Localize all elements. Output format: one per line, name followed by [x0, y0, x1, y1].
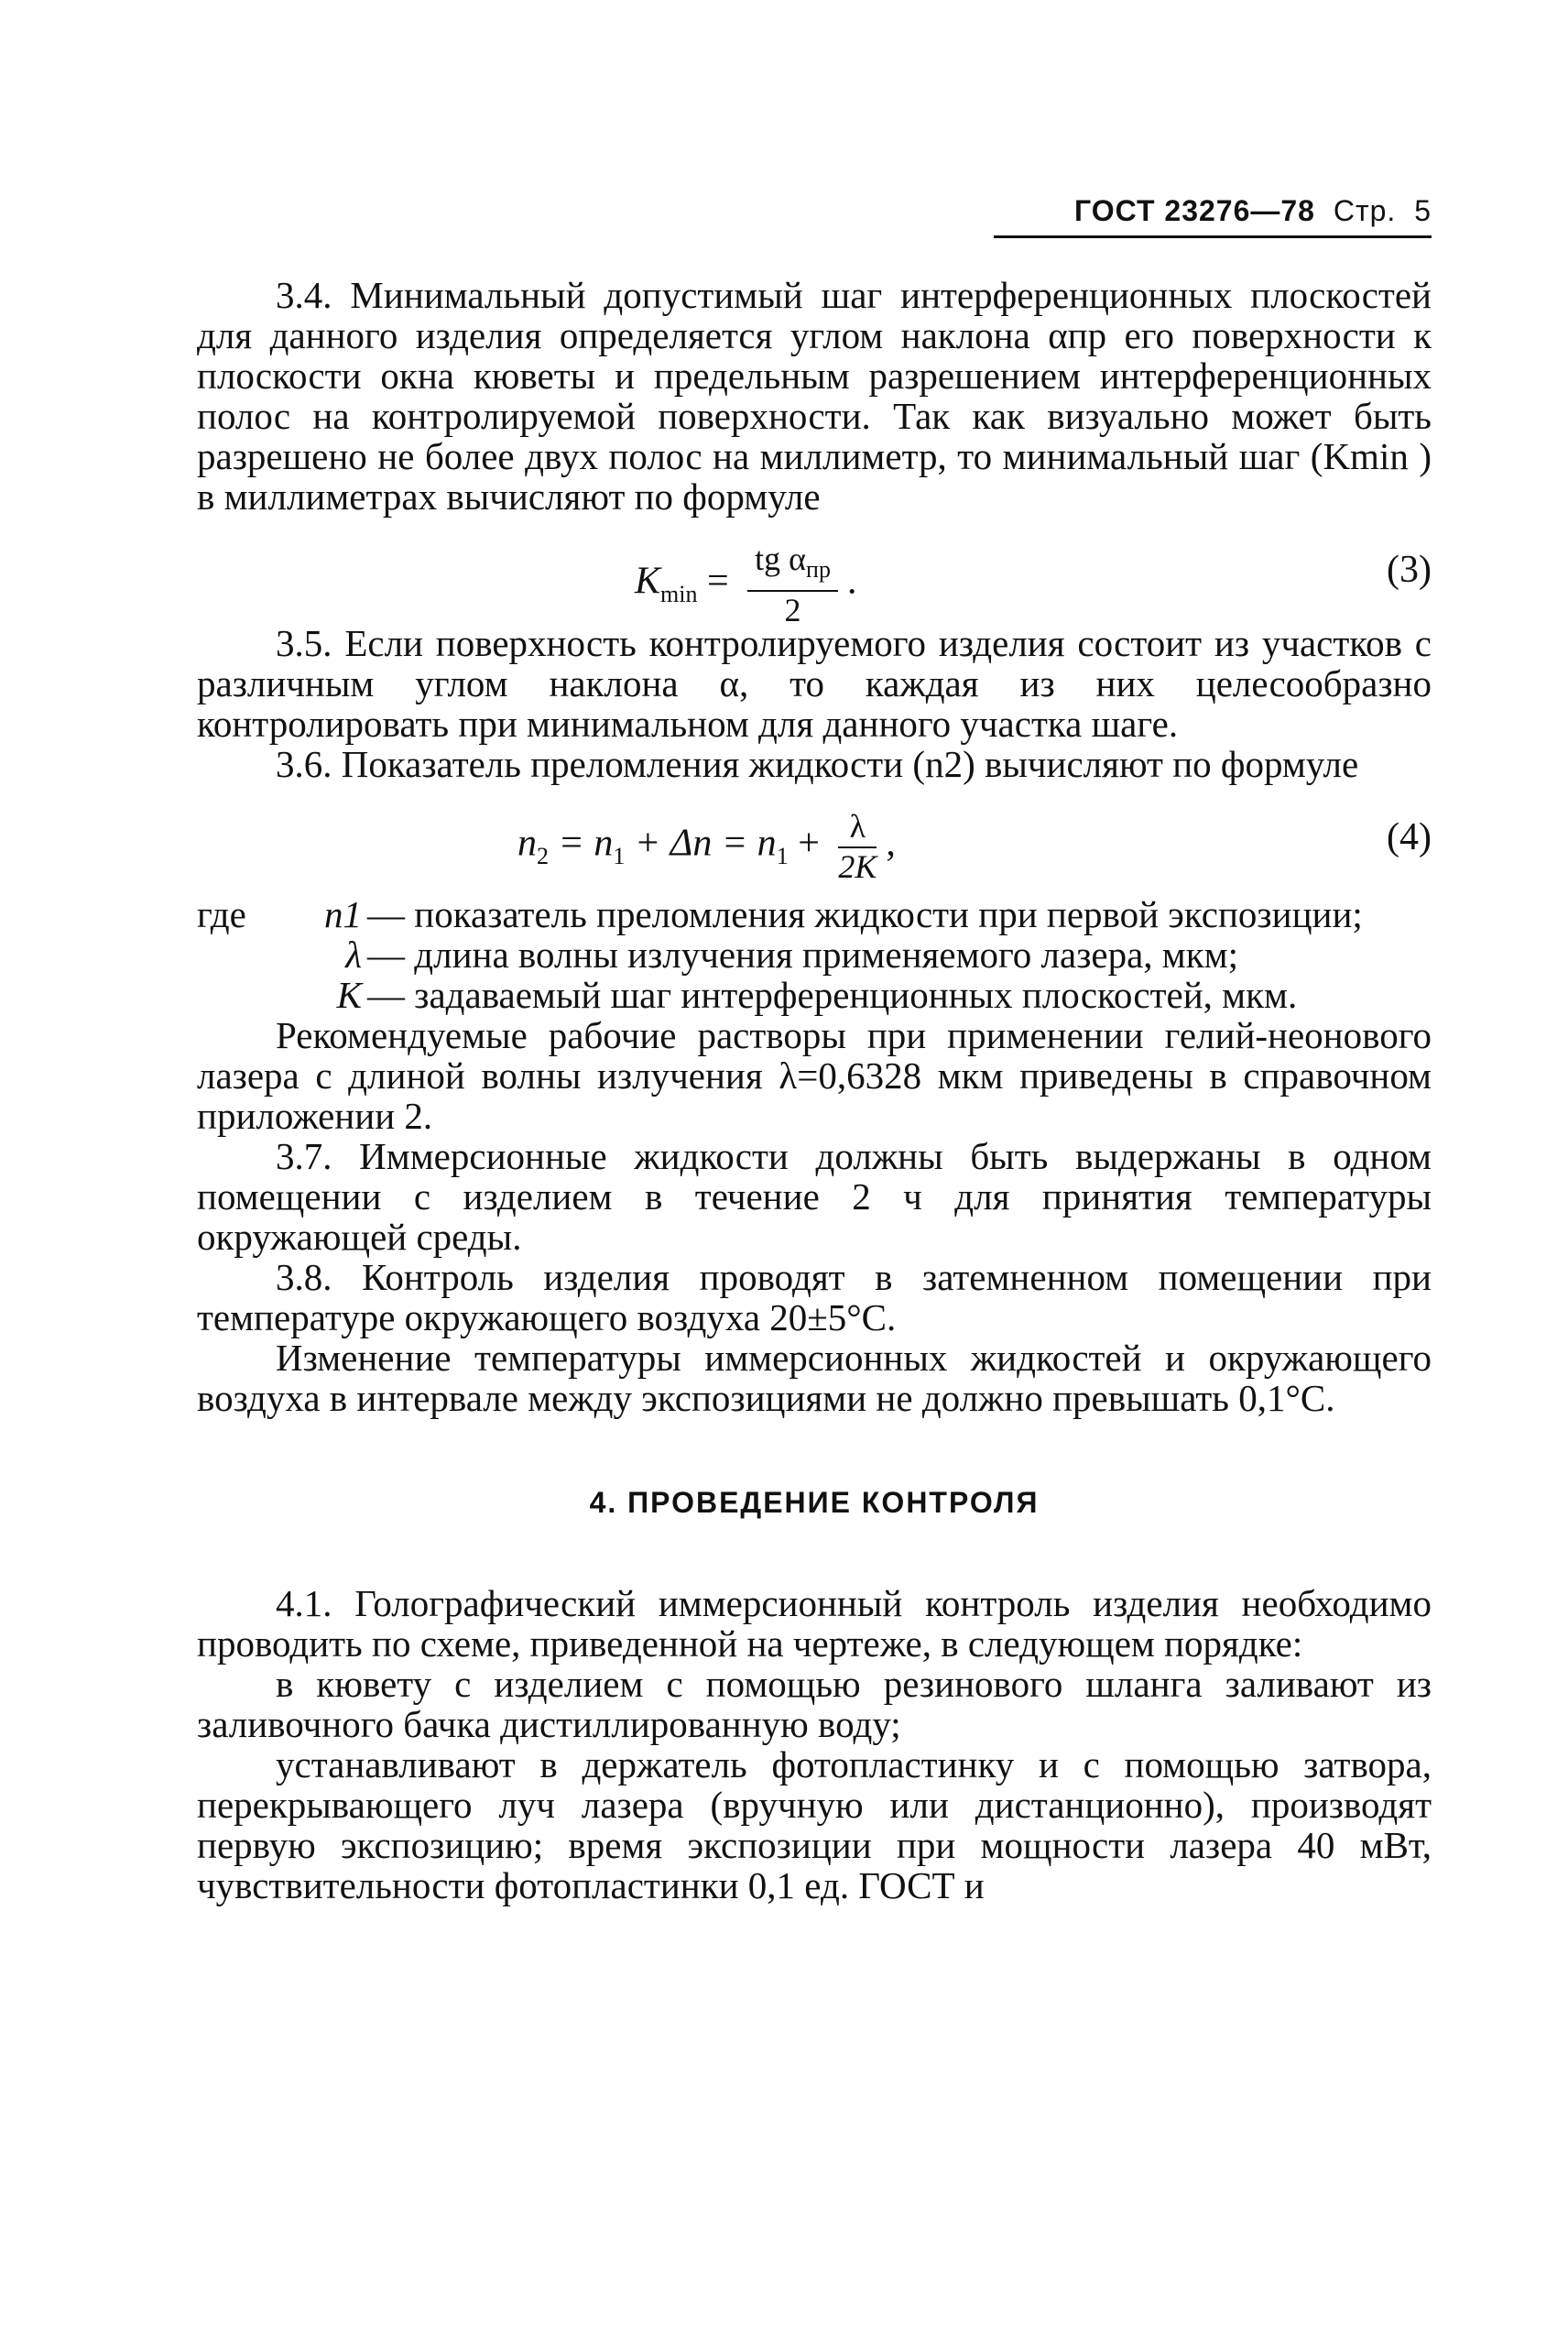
formula-3-fraction	[747, 541, 838, 628]
clause-3-5: 3.5. Если поверхность контролируемого изделия состоит из участков с различным углом наклона α, то каждая из них целесообразно контролировать при минимальном для данного участка шаге.	[197, 622, 1432, 745]
page-label: Стр.	[1333, 194, 1397, 227]
definition-row	[197, 975, 1432, 1015]
document-body	[197, 275, 1432, 1906]
formula-3-end: .	[846, 560, 857, 603]
definitions-intro: где	[197, 893, 246, 935]
formula-3-numerator: tg $\alpha_{пр}$	[747, 541, 838, 592]
formula-4-numerator: λ	[838, 808, 877, 848]
formula-4-end: ,	[886, 822, 896, 865]
formula-4-number: (4)	[1387, 816, 1432, 858]
definition-symbol: λ	[345, 934, 362, 976]
formula-4-part2-sub: 1	[776, 843, 789, 870]
formula-4-part1-sub: 1	[613, 843, 626, 870]
formula-3-lhs-sub: min	[660, 581, 698, 608]
clause-3-8: 3.8. Контроль изделия проводят в затемненном помещении при температуре окружающего воздуха 20±5°С.	[197, 1256, 1432, 1338]
definition-row	[197, 894, 1432, 934]
section-4-title: 4. ПРОВЕДЕНИЕ КОНТРОЛЯ	[589, 1486, 1040, 1519]
definition-text: — длина волны излучения применяемого лазера, мкм;	[367, 934, 1239, 976]
definition-symbol: n1	[324, 893, 362, 935]
clause-3-4: 3.4. Минимальный допустимый шаг интерференционных плоскостей для данного изделия определяется углом наклона αпр его поверхности к плоскости окна кюветы и предельным разрешением интерференционных полос на контролируемой поверхности. Так как визуально может быть разрешено не более двух полос на миллиметр, то минимальный шаг (Kmin ) в миллиметрах вычисляют по формуле	[197, 274, 1432, 518]
formula-4-expression	[517, 808, 896, 885]
clause-3-6: 3.6. Показатель преломления жидкости (n2) вычисляют по формуле	[276, 743, 1359, 785]
standard-number: ГОСТ 23276—78	[1074, 194, 1315, 227]
formula-3-lhs: K	[635, 560, 661, 603]
page-number: 5	[1414, 194, 1432, 227]
recommendation-paragraph: Рекомендуемые рабочие растворы при применении гелий-неонового лазера с длиной волны излучения λ=0,6328 мкм приведены в справочном приложении 2.	[197, 1014, 1432, 1137]
formula-4-lhs-sub: 2	[537, 843, 549, 870]
clause-3-7: 3.7. Иммерсионные жидкости должны быть выдержаны в одном помещении с изделием в течение 2 ч для принятия температуры окружающей среды.	[197, 1135, 1432, 1258]
formula-3-denominator: 2	[784, 592, 801, 629]
formula-3-expression	[635, 541, 856, 628]
definitions-list	[197, 894, 1432, 1015]
clause-3-8-continued: Изменение температуры иммерсионных жидкостей и окружающего воздуха в интервале между экспозициями не должно превышать 0,1°С.	[197, 1337, 1432, 1419]
procedure-step: устанавливают в держатель фотопластинку и с помощью затвора, перекрывающего луч лазера (вручную или дистанционно), производят первую экспозицию; время экспозиции при мощности лазера 40 мВт, чувствительности фотопластинки 0,1 ед. ГОСТ и	[197, 1743, 1432, 1906]
formula-4-denominator: 2K	[838, 848, 877, 885]
definition-symbol: K	[336, 974, 362, 1016]
formula-4-fraction	[838, 808, 877, 885]
formula-4-part1: = n	[558, 822, 614, 865]
definition-row	[197, 934, 1432, 975]
clause-4-1: 4.1. Голографический иммерсионный контроль изделия необходимо проводить по схеме, приведенной на чертеже, в следующем порядке:	[197, 1582, 1432, 1665]
formula-4-part2: + Δn = n	[634, 822, 777, 865]
formula-3-eq: =	[706, 560, 729, 603]
formula-4-plus: +	[798, 822, 820, 865]
formula-3-number: (3)	[1387, 549, 1432, 591]
page-header	[994, 194, 1432, 238]
formula-4	[197, 784, 1432, 890]
definition-text: — показатель преломления жидкости при первой экспозиции;	[367, 893, 1363, 935]
formula-3	[197, 517, 1432, 629]
definition-text: — задаваемый шаг интерференционных плоскостей, мкм.	[367, 974, 1298, 1016]
procedure-step: в кювету с изделием с помощью резинового шланга заливают из заливочного бачка дистиллированную воду;	[197, 1663, 1432, 1745]
formula-4-lhs: n	[517, 822, 537, 865]
